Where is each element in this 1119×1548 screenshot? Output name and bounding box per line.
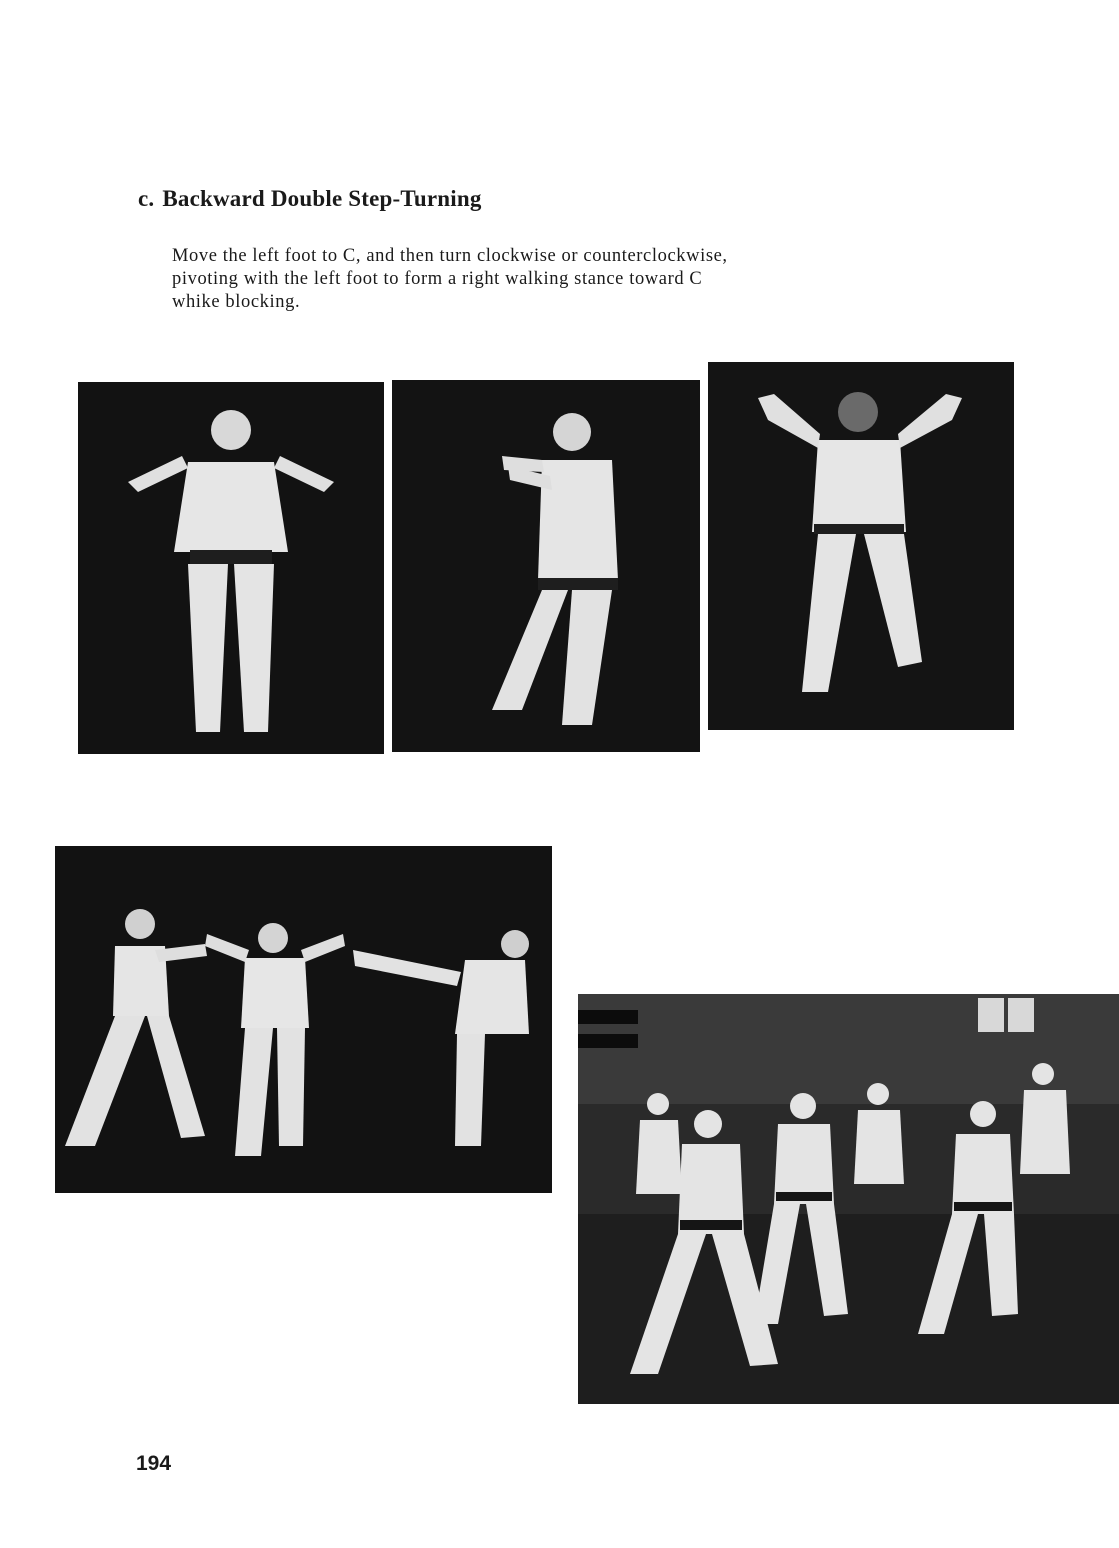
paragraph-line: pivoting with the left foot to form a right walking stance toward C	[172, 269, 703, 289]
section-title: Backward Double Step-Turning	[162, 186, 482, 211]
photo-step-1	[78, 382, 384, 754]
page-number: 194	[136, 1452, 172, 1475]
photo-step-3	[708, 362, 1014, 730]
photo-step-2	[392, 380, 700, 752]
instruction-paragraph	[172, 245, 912, 314]
paragraph-line: Move the left foot to C, and then turn clockwise or counterclockwise,	[172, 246, 728, 266]
photo-kick-demonstration	[55, 846, 552, 1193]
section-heading	[138, 186, 482, 212]
photo-group-class	[578, 994, 1119, 1404]
section-marker: c.	[138, 186, 155, 211]
paragraph-line: whike blocking.	[172, 292, 301, 312]
